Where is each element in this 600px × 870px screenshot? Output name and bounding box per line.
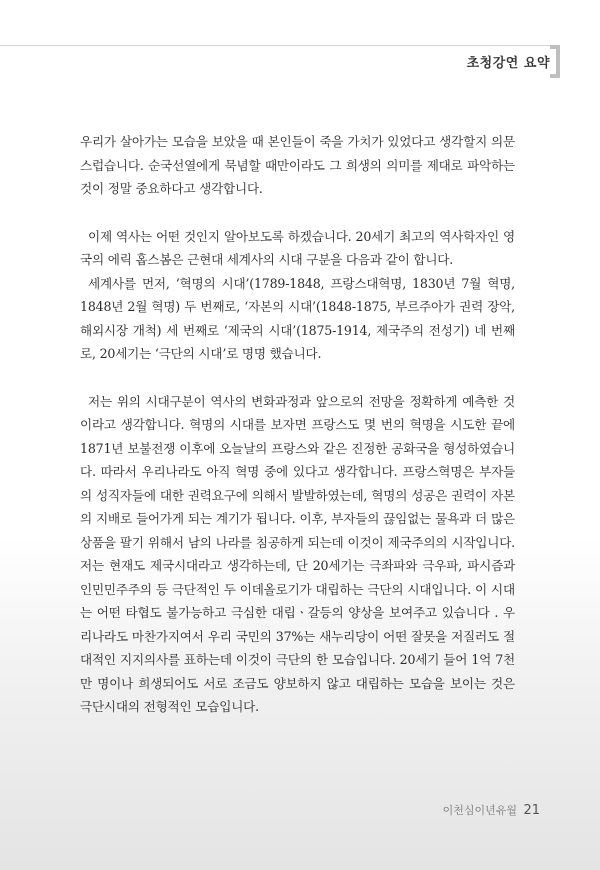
page-header — [467, 45, 560, 78]
paragraph-text: 저는 위의 시대구분이 역사의 변화과정과 앞으로의 전망을 정확하게 예측한 것이라고 생각합니다. 혁명의 시대를 보자면 프랑스도 몇 번의 혁명을 시도한 끝에 1871년 보불전쟁 이후에 오늘날의 프랑스와 같은 진정한 공화국을 형성하였습니다. 따라서 우리나라도 아직 혁명 중에 있다고 생각합니다. 프랑스혁명은 부자들의 성직자들에 대한 권력요구에 의해서 발발하였는데, 혁명의 성공은 권력이 자본의 지배로 들어가게 되는 계기가 됩니다. 이후, 부자들의 끊임없는 물욕과 더 많은 상품을 팔기 위해서 남의 나라를 침공하게 되는데 이것이 제국주의의 시작입니다. 저는 현재도 제국시대라고 생각하는데, 단 20세기는 극좌파와 극우파, 파시즘과 인민민주주의 등 극단적인 두 이데올로기가 대립하는 극단의 시대입니다. 이 시대는 어떤 타협도 불가능하고 극심한 대립ㆍ갈등의 양상을 보여주고 있습니다 . 우리나라도 마찬가지여서 우리 국민의 37%는 새누리당이 어떤 잘못을 저질러도 절대적인 지지의사를 표하는데 이것이 극단의 한 모습입니다. 20세기 들어 1억 7천만 명이나 희생되어도 서로 조금도 양보하지 않고 대립하는 모습을 보이는 것은 극단시대의 전형적인 모습입니다. — [80, 393, 515, 714]
paragraph-2 — [80, 225, 515, 366]
paragraph-text: 우리가 살아가는 모습을 보았을 때 본인들이 죽을 가치가 있었다고 생각할지 의문스럽습니다. 순국선열에게 묵념할 때만이라도 그 희생의 의미를 제대로 파악하는 것이 정말 중요하다고 생각합니다. — [80, 134, 515, 196]
header-bracket-decoration — [550, 45, 560, 78]
paragraph-3 — [80, 390, 515, 719]
paragraph-1 — [80, 130, 515, 201]
article-body — [80, 130, 515, 743]
paragraph-text: 이제 역사는 어떤 것인지 알아보도록 하겠습니다. 20세기 최고의 역사학자인 영국의 에릭 홉스봄은 근현대 세계사의 시대 구분을 다음과 같이 합니다. — [80, 228, 515, 267]
paragraph-text: 세계사를 먼저, ‘혁명의 시대’(1789-1848, 프랑스대혁명, 1830년 7월 혁명, 1848년 2월 혁명) 두 번째로, ‘자본의 시대’(1848-1875, 부르주아가 권력 장악, 해외시장 개척) 세 번째로 ‘제국의 시대’(1875-1914, 제국주의 전성기) 네 번째로, 20세기는 ‘극단의 시대’로 명명 했습니다. — [80, 275, 515, 361]
page-footer — [443, 802, 540, 818]
publication-name: 이천심이년유월 — [442, 804, 517, 817]
page-number: 21 — [523, 803, 540, 818]
section-title: 초청강연 요약 — [466, 56, 550, 71]
